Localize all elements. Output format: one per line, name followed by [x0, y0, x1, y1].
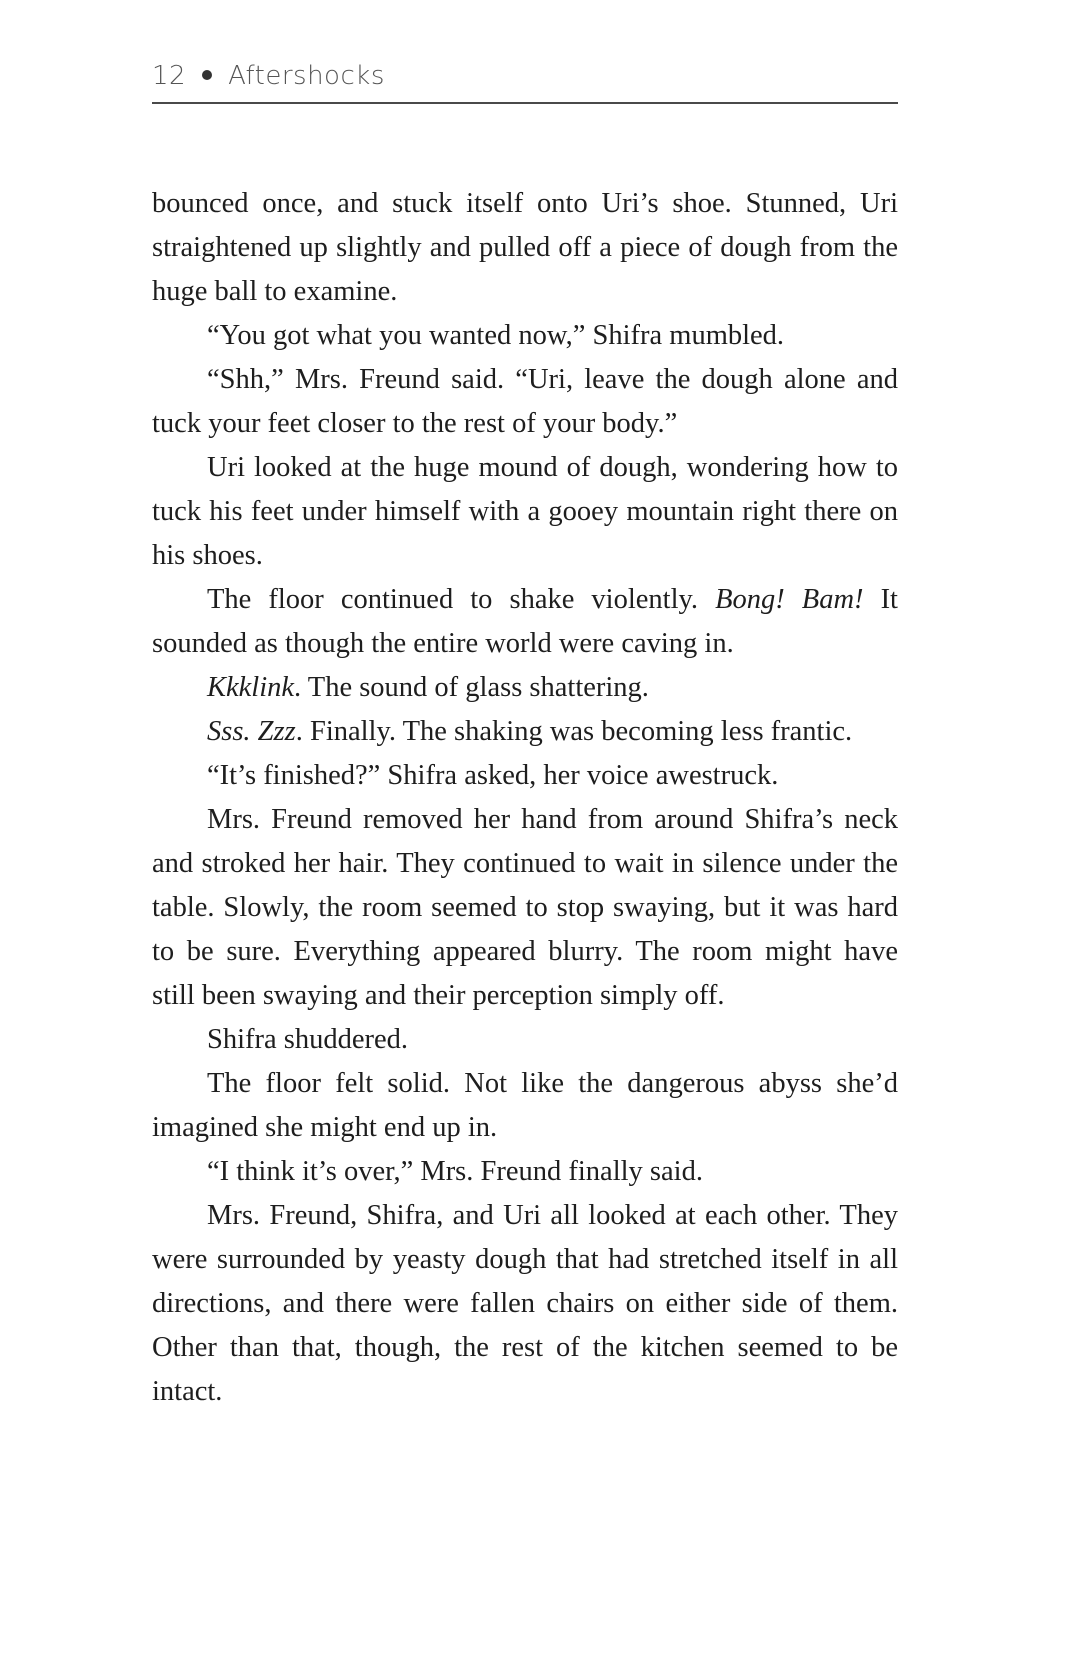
book-title: Aftershocks [228, 61, 385, 91]
paragraph-text: “You got what you wanted now,” Shifra mumbled. [207, 320, 785, 351]
paragraph-text: “Shh,” Mrs. Freund said. “Uri, leave the dough alone and tuck your feet closer to the rest of your body.” [152, 364, 898, 439]
paragraph-9 [152, 798, 898, 1018]
paragraph-7 [152, 710, 898, 754]
paragraph-6 [152, 666, 898, 710]
paragraph-8 [152, 754, 898, 798]
paragraph-text: “It’s finished?” Shifra asked, her voice awestruck. [207, 760, 779, 791]
paragraph-text: Uri looked at the huge mound of dough, wondering how to tuck his feet under himself with a gooey mountain right there on his shoes. [152, 452, 898, 571]
paragraph-text: The floor continued to shake violently. [207, 584, 716, 615]
paragraph-text: “I think it’s over,” Mrs. Freund finally said. [207, 1156, 703, 1187]
paragraph-11 [152, 1062, 898, 1150]
paragraph-2 [152, 314, 898, 358]
running-header [152, 56, 898, 104]
paragraph-text: . Finally. The shaking was becoming less frantic. [295, 716, 853, 747]
paragraph-text: Mrs. Freund, Shifra, and Uri all looked at each other. They were surrounded by yeasty dough that had stretched itself in all directions, and there were fallen chairs on either side of them. Other than that, though, the rest of the kitchen seemed to be intact. [152, 1200, 898, 1407]
paragraph-3 [152, 358, 898, 446]
paragraph-text: It sounded as though the entire world were caving in. [152, 584, 898, 659]
paragraph-5 [152, 578, 898, 666]
paragraph-4 [152, 446, 898, 578]
paragraph-13 [152, 1194, 898, 1414]
paragraph-text: The floor felt solid. Not like the dangerous abyss she’d imagined she might end up in. [152, 1068, 898, 1143]
paragraph-1 [152, 182, 898, 314]
italic-sound-effect: Sss. Zzz [207, 716, 296, 747]
paragraph-text: . The sound of glass shattering. [294, 672, 649, 703]
italic-sound-effect: Kkklink [207, 672, 295, 703]
paragraph-10 [152, 1018, 898, 1062]
page-number: 12 [152, 61, 187, 91]
bullet-separator-icon [202, 70, 212, 80]
paragraph-text: Shifra shuddered. [207, 1024, 409, 1055]
paragraph-text: Mrs. Freund removed her hand from around Shifra’s neck and stroked her hair. They continued to wait in silence under the table. Slowly, the room seemed to stop swaying, but it was hard to be sure. Everything appeared blurry. The room might have still been swaying and their perception simply off. [152, 804, 898, 1011]
paragraph-text: bounced once, and stuck itself onto Uri’s shoe. Stunned, Uri straightened up slightly and pulled off a piece of dough from the huge ball to examine. [152, 188, 898, 307]
body-text [152, 182, 898, 1414]
paragraph-12 [152, 1150, 898, 1194]
italic-sound-effect: Bong! Bam! [715, 584, 864, 615]
